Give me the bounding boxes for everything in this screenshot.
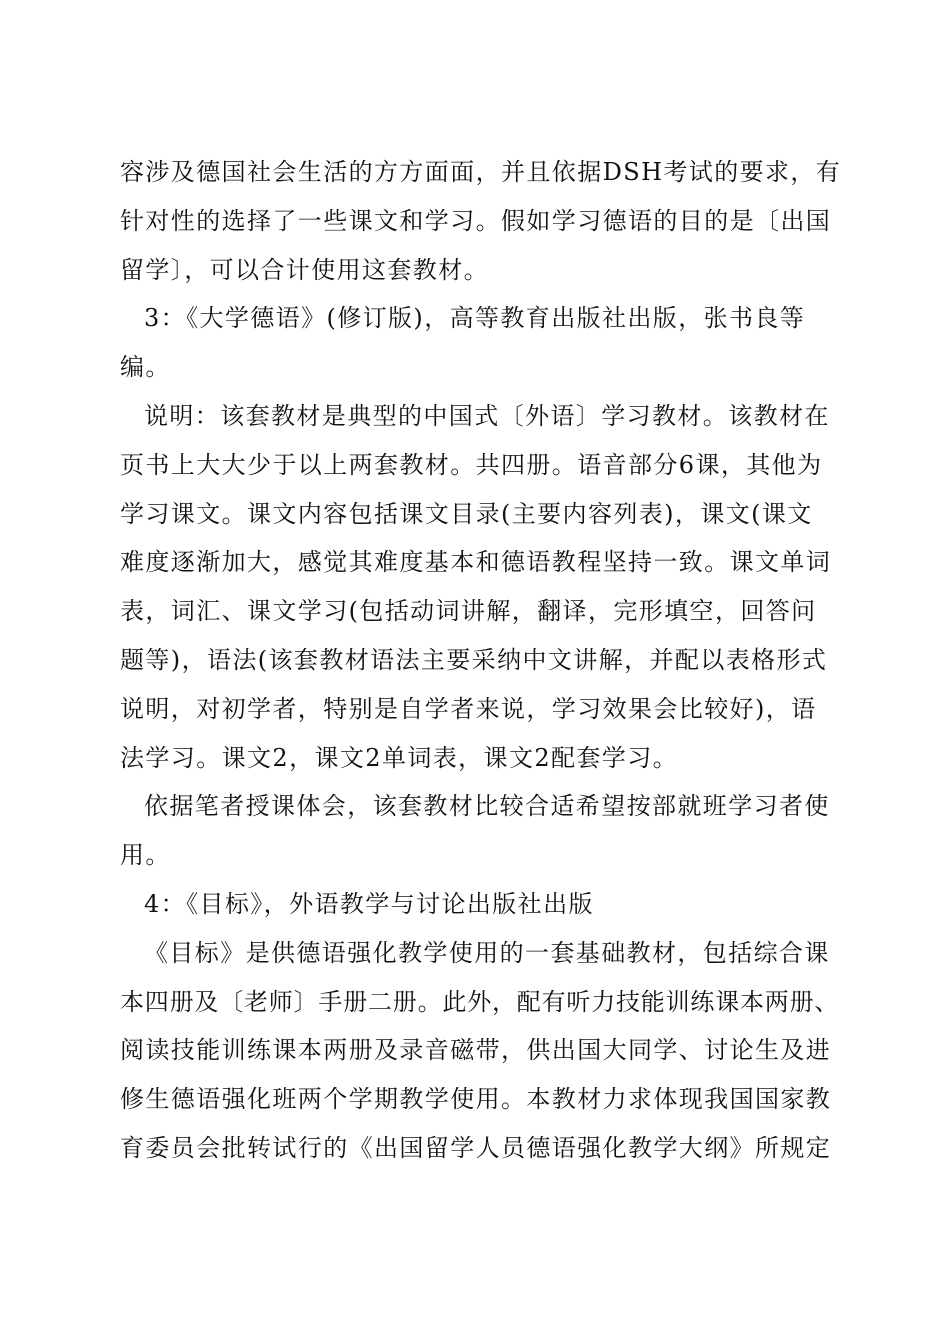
text-line: 法学习。课文2，课文2单词表，课文2配套学习。: [120, 743, 679, 772]
text-line: 育委员会批转试行的《出国留学人员德语强化教学大纲》所规定: [120, 1133, 832, 1162]
text-line: 编。: [120, 353, 171, 382]
text-line: 表，词汇、课文学习(包括动词讲解，翻译，完形填空，回答问: [120, 597, 817, 626]
text-line: 用。: [120, 841, 171, 870]
text-line: 难度逐渐加大，感觉其难度基本和德语教程坚持一致。课文单词: [120, 548, 832, 577]
body-text: [120, 148, 840, 1173]
text-line: 3：《大学德语》(修订版)，高等教育出版社出版，张书良等: [144, 304, 806, 333]
text-line: 留学〕，可以合计使用这套教材。: [120, 255, 489, 284]
text-line: 说明，对初学者，特别是自学者来说，学习效果会比较好)，语: [120, 694, 817, 723]
text-line: 修生德语强化班两个学期教学使用。本教材力求体现我国国家教: [120, 1085, 832, 1114]
text-line: 4：《目标》，外语教学与讨论出版社出版: [144, 889, 594, 918]
text-line: 本四册及〔老师〕手册二册。此外，配有听力技能训练课本两册、: [120, 987, 840, 1016]
text-line: 学习课文。课文内容包括课文目录(主要内容列表)，课文(课文: [120, 499, 813, 528]
text-line: 依据笔者授课体会，该套教材比较合适希望按部就班学习者使: [144, 792, 830, 821]
text-line: 题等)，语法(该套教材语法主要采纳中文讲解，并配以表格形式: [120, 645, 828, 674]
text-line: 容涉及德国社会生活的方方面面，并且依据DSH考试的要求，有: [120, 158, 842, 186]
text-line: 《目标》是供德语强化教学使用的一套基础教材，包括综合课: [144, 938, 830, 967]
text-line: 针对性的选择了一些课文和学习。假如学习德语的目的是〔出国: [120, 206, 832, 235]
text-line: 说明：该套教材是典型的中国式〔外语〕学习教材。该教材在: [144, 401, 830, 430]
text-line: 页书上大大少于以上两套教材。共四册。语音部分6课，其他为: [120, 450, 823, 479]
text-line: 阅读技能训练课本两册及录音磁带，供出国大同学、讨论生及进: [120, 1036, 832, 1065]
